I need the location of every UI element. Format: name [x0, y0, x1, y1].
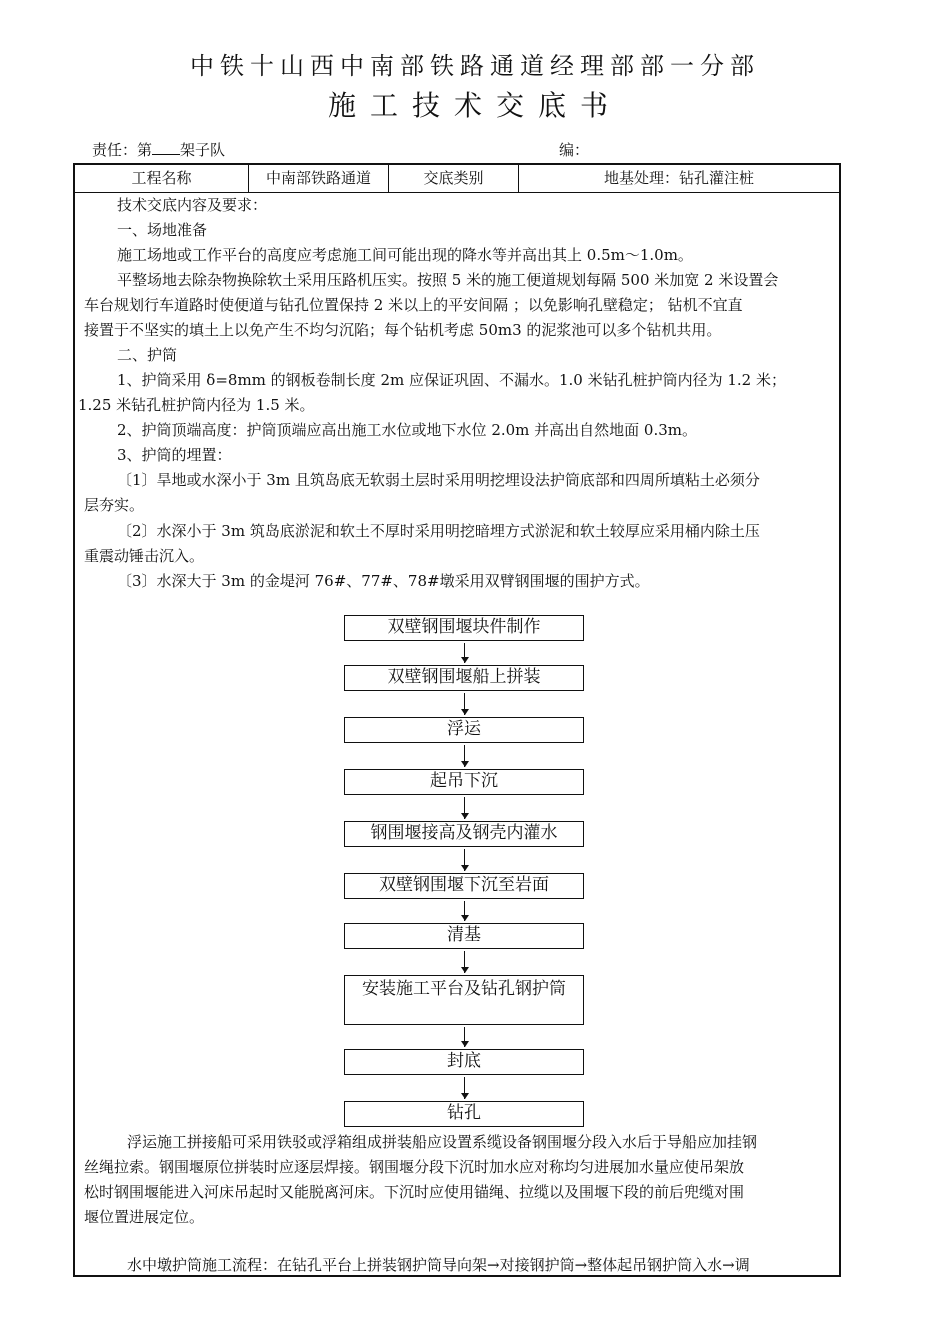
code-label: 编：	[559, 141, 590, 159]
info-row	[75, 165, 839, 193]
flow-step: 浮运	[344, 717, 584, 743]
flow-step: 钻孔	[344, 1101, 584, 1127]
flow-step: 双壁钢围堰块件制作	[344, 615, 584, 641]
paragraph-line: 1.25 米钻孔桩护筒内径为 1.5 米。	[78, 396, 315, 414]
paragraph-line: 平整场地去除杂物换除软土采用压路机压实。按照 5 米的施工便道规划每隔 500 米加宽 2 米设置会	[117, 271, 779, 289]
team-suffix: 架子队	[180, 141, 226, 159]
flow-arrow	[461, 901, 469, 921]
paragraph-line: 丝绳拉索。钢围堰原位拼装时应逐层焊接。钢围堰分段下沉时加水应对称均匀进展加水量应使吊架放	[84, 1158, 745, 1176]
project-name-value: 中南部铁路通道	[249, 165, 389, 192]
paragraph-line: 水中墩护筒施工流程：在钻孔平台上拼装钢护筒导向架→对接钢护筒→整体起吊钢护筒入水→调	[127, 1256, 750, 1274]
flow-arrow	[461, 951, 469, 973]
document-title: 施工技术交底书	[327, 89, 622, 122]
paragraph-line: 1、护筒采用 δ=8mm 的钢板卷制长度 2m 应保证巩固、不漏水。1.0 米钻孔桩护筒内径为 1.2 米；	[117, 371, 786, 389]
team-number-blank	[152, 140, 180, 155]
flow-arrow	[461, 1077, 469, 1099]
flow-arrow	[461, 849, 469, 871]
paragraph-line: 3、护筒的埋置：	[117, 446, 232, 464]
section-heading: 二、护筒	[117, 346, 178, 364]
flow-step: 安装施工平台及钻孔钢护筒	[344, 975, 584, 1025]
paragraph-line: 层夯实。	[84, 496, 145, 514]
flow-arrow	[461, 745, 469, 767]
paragraph-line: 松时钢围堰能进入河床吊起时又能脱离河床。下沉时应使用锚绳、拉缆以及围堰下段的前后兜缆对围	[84, 1183, 745, 1201]
paragraph-line: 〔3〕水深大于 3m 的金堤河 76#、77#、78#墩采用双臂钢围堰的围护方式。	[117, 572, 650, 590]
disclosure-table	[73, 163, 841, 1277]
paragraph-line: 重震动锤击沉入。	[84, 547, 205, 565]
project-name-label: 工程名称	[75, 165, 249, 192]
flow-arrow	[461, 693, 469, 715]
paragraph-line: 〔1〕旱地或水深小于 3m 且筑岛底无软弱土层时采用明挖埋设法护筒底部和四周所填粘土必须分	[117, 471, 760, 489]
paragraph-line: 车台规划行车道路时使便道与钻孔位置保持 2 米以上的平安间隔 ；以免影响孔壁稳定； 钻机不宜直	[84, 296, 743, 314]
paragraph-line: 2、护筒顶端高度：护筒顶端应高出施工水位或地下水位 2.0m 并高出自然地面 0.3m。	[117, 421, 698, 439]
disclosure-type-label: 交底类别	[389, 165, 519, 192]
section-heading: 一、场地准备	[117, 221, 208, 239]
paragraph-line: 施工场地或工作平台的高度应考虑施工间可能出现的降水等并高出其上 0.5m～1.0m。	[117, 246, 693, 264]
content-heading: 技术交底内容及要求：	[117, 196, 268, 214]
organization-title: 中铁十山西中南部铁路通道经理部部一分部	[190, 52, 760, 80]
flow-arrow	[461, 797, 469, 819]
paragraph-line: 接置于不坚实的填土上以免产生不均匀沉陷；每个钻机考虑 50m3 的泥浆池可以多个钻机共用。	[84, 321, 722, 339]
flow-step: 封底	[344, 1049, 584, 1075]
flow-step: 清基	[344, 923, 584, 949]
disclosure-type-value: 地基处理：钻孔灌注桩	[603, 169, 754, 187]
flow-arrow	[461, 1027, 469, 1047]
paragraph-line: 堰位置进展定位。	[84, 1208, 205, 1226]
flow-step: 双壁钢围堰下沉至岩面	[344, 873, 584, 899]
flow-arrow	[461, 643, 469, 663]
flow-step: 起吊下沉	[344, 769, 584, 795]
paragraph-line: 浮运施工拼接船可采用铁驳或浮箱组成拼装船应设置系缆设备钢围堰分段入水后于导船应加挂钢	[127, 1133, 758, 1151]
flow-step: 钢围堰接高及钢壳内灌水	[344, 821, 584, 847]
paragraph-line: 〔2〕水深小于 3m 筑岛底淤泥和软土不厚时采用明挖暗埋方式淤泥和软土较厚应采用桶内除土压	[117, 522, 760, 540]
responsibility-label: 责任：第	[92, 141, 153, 159]
responsibility-line	[92, 139, 225, 160]
flow-step: 双壁钢围堰船上拼装	[344, 665, 584, 691]
